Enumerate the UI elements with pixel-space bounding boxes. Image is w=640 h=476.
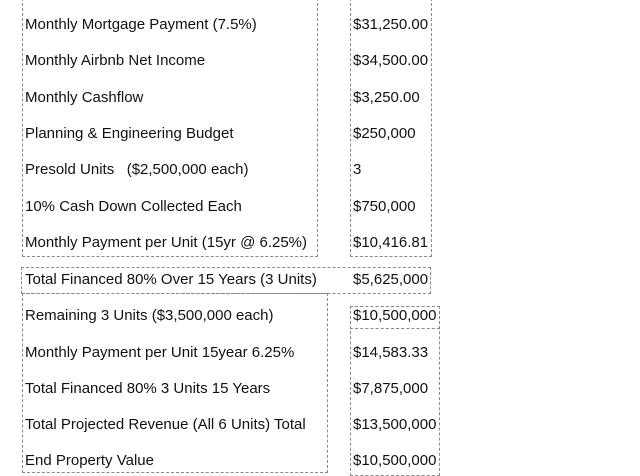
row-label-planning-engineering-budget: Planning & Engineering Budget — [25, 125, 234, 142]
row-value-monthly-airbnb-net-income: $34,500.00 — [353, 52, 429, 69]
row-label-monthly-cashflow: Monthly Cashflow — [25, 89, 144, 106]
row-label-remaining-units: Remaining 3 Units ($3,500,000 each) — [25, 307, 274, 324]
row-label-monthly-payment-per-unit-remaining: Monthly Payment per Unit 15year 6.25% — [25, 344, 295, 361]
row-value-monthly-payment-per-unit-presold: $10,416.81 — [353, 234, 429, 251]
row-label-total-financed-remaining: Total Financed 80% 3 Units 15 Years — [25, 380, 271, 397]
row-value-total-financed-remaining: $7,875,000 — [353, 380, 429, 397]
row-label-monthly-airbnb-net-income: Monthly Airbnb Net Income — [25, 52, 206, 69]
row-label-end-property-value: End Property Value — [25, 452, 154, 469]
row-label-total-projected-revenue: Total Projected Revenue (All 6 Units) Total — [25, 416, 306, 433]
row-value-monthly-payment-per-unit-remaining: $14,583.33 — [353, 344, 429, 361]
row-label-presold-units: Presold Units ($2,500,000 each) — [25, 161, 249, 178]
row-value-remaining-units: $10,500,000 — [353, 307, 437, 324]
row-value-monthly-mortgage-payment: $31,250.00 — [353, 16, 429, 33]
row-label-monthly-mortgage-payment: Monthly Mortgage Payment (7.5%) — [25, 16, 257, 33]
row-label-total-financed-presold: Total Financed 80% Over 15 Years (3 Units) — [25, 271, 317, 288]
row-value-presold-units: 3 — [353, 161, 362, 178]
row-value-end-property-value: $10,500,000 — [353, 452, 437, 469]
row-label-cash-down-collected: 10% Cash Down Collected Each — [25, 198, 242, 215]
row-value-total-projected-revenue: $13,500,000 — [353, 416, 437, 433]
row-value-monthly-cashflow: $3,250.00 — [353, 89, 420, 106]
row-label-monthly-payment-per-unit-presold: Monthly Payment per Unit (15yr @ 6.25%) — [25, 234, 308, 251]
row-value-cash-down-collected: $750,000 — [353, 198, 416, 215]
row-value-total-financed-presold: $5,625,000 — [353, 271, 429, 288]
row-value-planning-engineering-budget: $250,000 — [353, 125, 416, 142]
